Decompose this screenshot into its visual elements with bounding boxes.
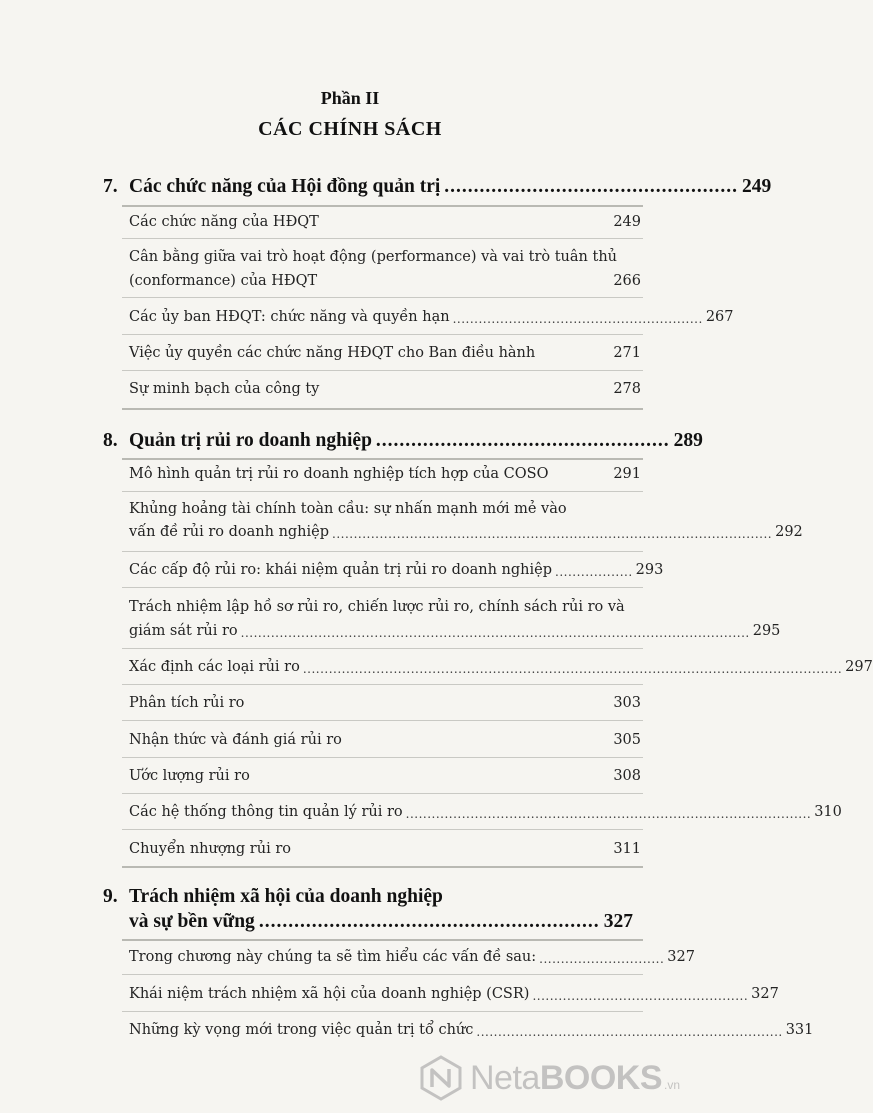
divider (122, 205, 643, 207)
divider (122, 757, 643, 758)
chapter-number: 8. (103, 430, 118, 451)
entry-text: Phân tích rủi ro (129, 695, 245, 711)
divider (122, 939, 643, 941)
toc-entry[interactable] (129, 306, 734, 328)
chapter-title: Trách nhiệm xã hội của doanh nghiệp (129, 886, 443, 907)
entry-page: 291 (613, 466, 641, 482)
entry-text: Trong chương này chúng ta sẽ tìm hiểu các vấn đề sau: (129, 949, 537, 965)
dot-leader: ...................................................................................................... (332, 527, 773, 541)
dot-leader: .......................................................... (452, 312, 703, 326)
chapter-page: 327 (603, 911, 633, 932)
dot-leader: ............................................................................................................................. (302, 662, 843, 676)
entry-text: Việc ủy quyền các chức năng HĐQT cho Ban điều hành (129, 345, 536, 361)
entry-text: Ước lượng rủi ro (129, 768, 250, 784)
entry-text-cont: giám sát rủi ro (129, 623, 238, 639)
entry-page: 305 (613, 732, 641, 748)
toc-entry[interactable] (129, 596, 781, 642)
dot-leader: .................................................. (375, 430, 670, 451)
divider (122, 866, 643, 868)
entry-text: Nhận thức và đánh giá rủi ro (129, 732, 342, 748)
toc-entry[interactable] (129, 801, 842, 823)
chapter-title-cont: và sự bền vững (129, 911, 255, 932)
divider (122, 491, 643, 492)
part-title: CÁC CHÍNH SÁCH (258, 118, 442, 140)
chapter-9-heading[interactable] (103, 886, 633, 933)
netabooks-logo-icon (418, 1055, 464, 1101)
divider (122, 408, 643, 410)
toc-entry[interactable] (129, 692, 641, 714)
toc-entry[interactable] (129, 983, 779, 1005)
entry-page: 297 (845, 659, 873, 675)
entry-text-cont: (conformance) của HĐQT (129, 273, 318, 289)
chapter-title: Quản trị rủi ro doanh nghiệp (129, 430, 372, 451)
toc-entry[interactable] (129, 765, 641, 787)
entry-text-cont: vấn đề rủi ro doanh nghiệp (129, 524, 330, 540)
entry-text: Khủng hoảng tài chính toàn cầu: sự nhấn mạnh mới mẻ vào (129, 501, 567, 517)
entry-text: Chuyển nhượng rủi ro (129, 841, 291, 857)
entry-text: Xác định các loại rủi ro (129, 659, 300, 675)
divider (122, 720, 643, 721)
entry-text: Trách nhiệm lập hồ sơ rủi ro, chiến lược rủi ro, chính sách rủi ro và (129, 599, 625, 615)
entry-text: Khái niệm trách nhiệm xã hội của doanh nghiệp (CSR) (129, 986, 530, 1002)
toc-entry[interactable] (129, 211, 641, 233)
divider (122, 238, 643, 239)
chapter-number: 9. (103, 886, 118, 907)
divider (122, 551, 643, 552)
netabooks-watermark (418, 1050, 700, 1106)
chapter-8-heading[interactable] (103, 430, 703, 452)
divider (122, 829, 643, 830)
divider (122, 684, 643, 685)
entry-page: 327 (751, 986, 779, 1002)
entry-page: 271 (613, 345, 641, 361)
entry-page: 303 (613, 695, 641, 711)
part-label: Phần II (320, 88, 380, 108)
entry-page: 310 (814, 804, 842, 820)
entry-page: 249 (613, 214, 641, 230)
entry-page: 292 (775, 524, 803, 540)
entry-page: 295 (752, 623, 781, 639)
entry-page: 278 (613, 381, 641, 397)
entry-text: Sự minh bạch của công ty (129, 381, 320, 397)
entry-page: 267 (705, 309, 734, 325)
divider (122, 648, 643, 649)
entry-text: Những kỳ vọng mới trong việc quản trị tổ chức (129, 1022, 474, 1038)
divider (122, 974, 643, 975)
dot-leader: ............................. (539, 952, 665, 966)
toc-entry[interactable] (129, 378, 641, 400)
toc-entry[interactable] (129, 1019, 814, 1041)
entry-page: 308 (613, 768, 641, 784)
dot-leader: .................................................. (532, 989, 749, 1003)
toc-entry[interactable] (129, 342, 641, 364)
entry-text: Các ủy ban HĐQT: chức năng và quyền hạn (129, 309, 450, 325)
toc-entry[interactable] (129, 656, 873, 678)
dot-leader: .............................................................................................. (405, 807, 812, 821)
chapter-page: 289 (673, 430, 703, 451)
dot-leader: .................. (555, 565, 633, 579)
toc-entry[interactable] (129, 838, 641, 860)
entry-page: 331 (785, 1022, 814, 1038)
dot-leader: .......................................................... (258, 911, 600, 932)
toc-entry[interactable] (129, 463, 641, 485)
divider (122, 297, 643, 298)
chapter-number: 7. (103, 176, 118, 197)
watermark-tld: .vn (664, 1078, 681, 1092)
divider (122, 334, 643, 335)
dot-leader: .................................................. (444, 176, 739, 197)
entry-text: Mô hình quản trị rủi ro doanh nghiệp tích hợp của COSO (129, 466, 549, 482)
entry-text: Các cấp độ rủi ro: khái niệm quản trị rủi ro doanh nghiệp (129, 562, 552, 578)
divider (122, 1011, 643, 1012)
entry-text: Các hệ thống thông tin quản lý rủi ro (129, 804, 403, 820)
chapter-7-heading[interactable] (103, 176, 772, 198)
toc-entry[interactable] (129, 246, 641, 292)
entry-text: Cân bằng giữa vai trò hoạt động (performance) và vai trò tuân thủ (129, 249, 617, 265)
entry-page: 327 (667, 949, 695, 965)
dot-leader: ...................................................................................................................... (240, 626, 750, 640)
dot-leader: ....................................................................... (476, 1025, 783, 1039)
toc-entry[interactable] (129, 498, 803, 543)
entry-page: 293 (635, 562, 664, 578)
watermark-brand: NetaBOOKS (470, 1058, 663, 1097)
entry-page: 311 (613, 841, 641, 857)
divider (122, 793, 643, 794)
divider (122, 587, 643, 588)
entry-page: 266 (613, 273, 641, 289)
toc-entry[interactable] (129, 729, 641, 751)
chapter-page: 249 (742, 176, 772, 197)
chapter-title: Các chức năng của Hội đồng quản trị (129, 176, 441, 197)
divider (122, 370, 643, 371)
entry-text: Các chức năng của HĐQT (129, 214, 319, 230)
toc-entry[interactable] (129, 946, 695, 968)
divider (122, 458, 643, 460)
toc-entry[interactable] (129, 559, 664, 581)
